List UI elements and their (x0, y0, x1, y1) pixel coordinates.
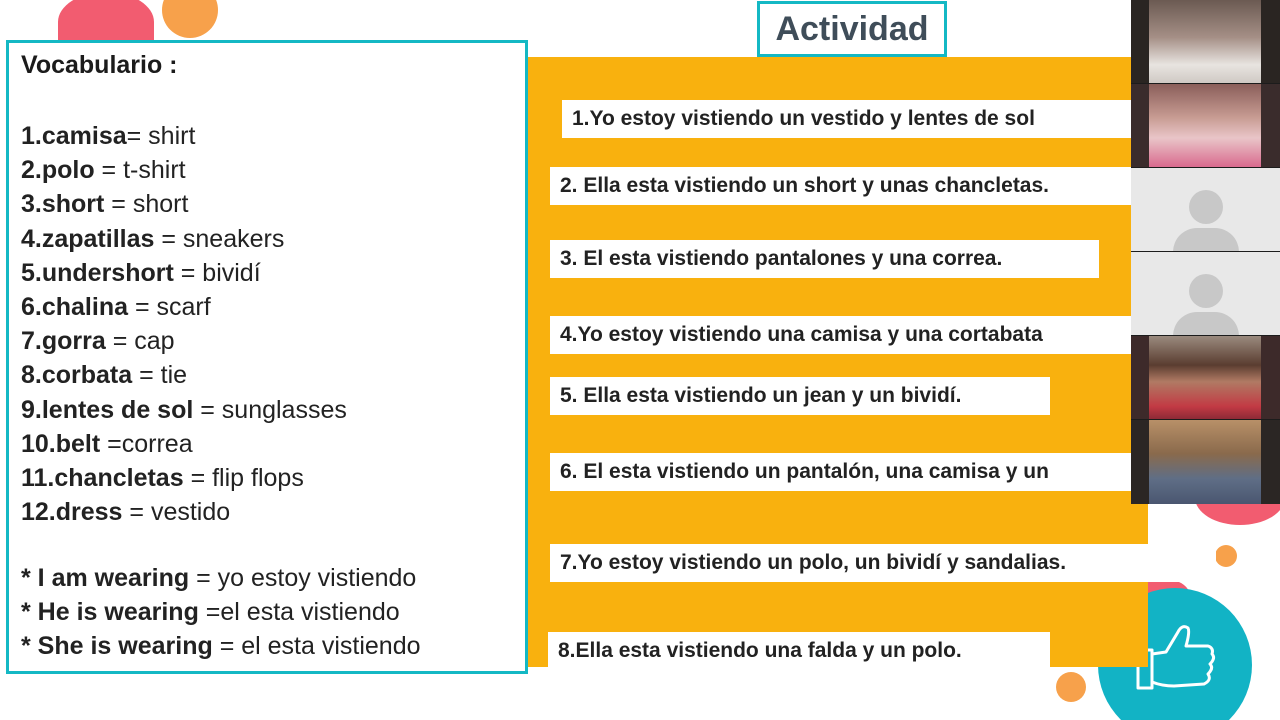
participant-video[interactable] (1131, 84, 1280, 167)
phrase-term: * I am wearing (21, 564, 190, 592)
vocab-item (21, 393, 347, 427)
phrase-item (21, 561, 421, 595)
vocab-term: 12.dress (21, 498, 123, 527)
activity-sentence: 5. Ella esta vistiendo un jean y un bividí. (550, 377, 1050, 415)
vocab-item (21, 187, 347, 221)
vocab-meaning: = vestido (122, 498, 231, 527)
vocab-meaning: = shirt (126, 122, 196, 150)
phrase-list (21, 561, 421, 664)
vocab-term: 9.lentes de sol (21, 395, 194, 424)
vocab-meaning: = short (104, 190, 189, 219)
vocab-term: 8.corbata (21, 361, 133, 390)
vocab-item (21, 461, 347, 495)
user-avatar-icon (1131, 168, 1280, 251)
vocab-item (21, 324, 347, 358)
vocab-meaning: = cap (105, 327, 175, 356)
vocab-item (21, 358, 347, 392)
vocab-meaning: = bividí (173, 258, 261, 287)
vocab-term: 11.chancletas (21, 464, 184, 493)
vocab-term: 2.polo (21, 156, 95, 185)
vocab-meaning: = flip flops (183, 464, 304, 493)
phrase-item (21, 595, 421, 629)
vocab-meaning: = sunglasses (193, 395, 347, 424)
vocabulary-heading: Vocabulario : (21, 51, 178, 79)
vocab-term: 6.chalina (21, 293, 128, 322)
vocab-term: 3.short (21, 190, 105, 219)
participant-avatar[interactable] (1131, 168, 1280, 251)
phrase-meaning: = el esta vistiendo (212, 632, 421, 661)
phrase-meaning: =el esta vistiendo (198, 598, 400, 627)
activity-sentence: 6. El esta vistiendo un pantalón, una camisa y un (550, 453, 1132, 491)
participant-avatar[interactable] (1131, 252, 1280, 335)
vocab-term: 5.undershort (21, 258, 174, 287)
phrase-term: * She is wearing (21, 632, 213, 661)
phrase-term: * He is wearing (21, 598, 199, 627)
decorative-circle (1056, 672, 1086, 702)
activity-sentence: 1.Yo estoy vistiendo un vestido y lentes de sol (562, 100, 1132, 138)
vocab-meaning: = sneakers (154, 224, 285, 253)
vocab-item (21, 290, 347, 324)
vocab-meaning: = t-shirt (94, 156, 186, 185)
participant-video[interactable] (1131, 336, 1280, 419)
phrase-item (21, 629, 421, 663)
activity-title: Actividad (775, 9, 929, 48)
vocabulary-box (6, 40, 528, 674)
vocab-item (21, 495, 347, 529)
activity-sentence: 7.Yo estoy vistiendo un polo, un bividí y sandalias. (550, 544, 1216, 582)
decorative-circle (162, 0, 218, 38)
vocab-item (21, 427, 347, 461)
vocab-item (21, 119, 347, 153)
activity-sentence: 8.Ella esta vistiendo una falda y un polo. (548, 632, 1050, 670)
vocab-term: 7.gorra (21, 327, 106, 356)
activity-sentence: 3. El esta vistiendo pantalones y una correa. (550, 240, 1099, 278)
vocab-item (21, 222, 347, 256)
participant-video[interactable] (1131, 0, 1280, 83)
vocab-meaning: = tie (132, 361, 188, 390)
vocab-item (21, 256, 347, 290)
activity-sentence: 4.Yo estoy vistiendo una camisa y una cortabata (550, 316, 1132, 354)
vocab-meaning: = scarf (128, 293, 211, 322)
decorative-circle (1215, 545, 1237, 567)
vocabulary-list (21, 119, 347, 529)
vocab-meaning: =correa (100, 429, 193, 458)
vocab-term: 10.belt (21, 429, 101, 458)
vocab-item (21, 153, 347, 187)
vocab-term: 4.zapatillas (21, 224, 155, 253)
participant-video[interactable] (1131, 420, 1280, 504)
activity-sentence: 2. Ella esta vistiendo un short y unas chancletas. (550, 167, 1132, 205)
activity-title-box (757, 1, 947, 57)
vocab-term: 1.camisa (21, 122, 127, 150)
phrase-meaning: = yo estoy vistiendo (189, 564, 417, 592)
user-avatar-icon (1131, 252, 1280, 335)
